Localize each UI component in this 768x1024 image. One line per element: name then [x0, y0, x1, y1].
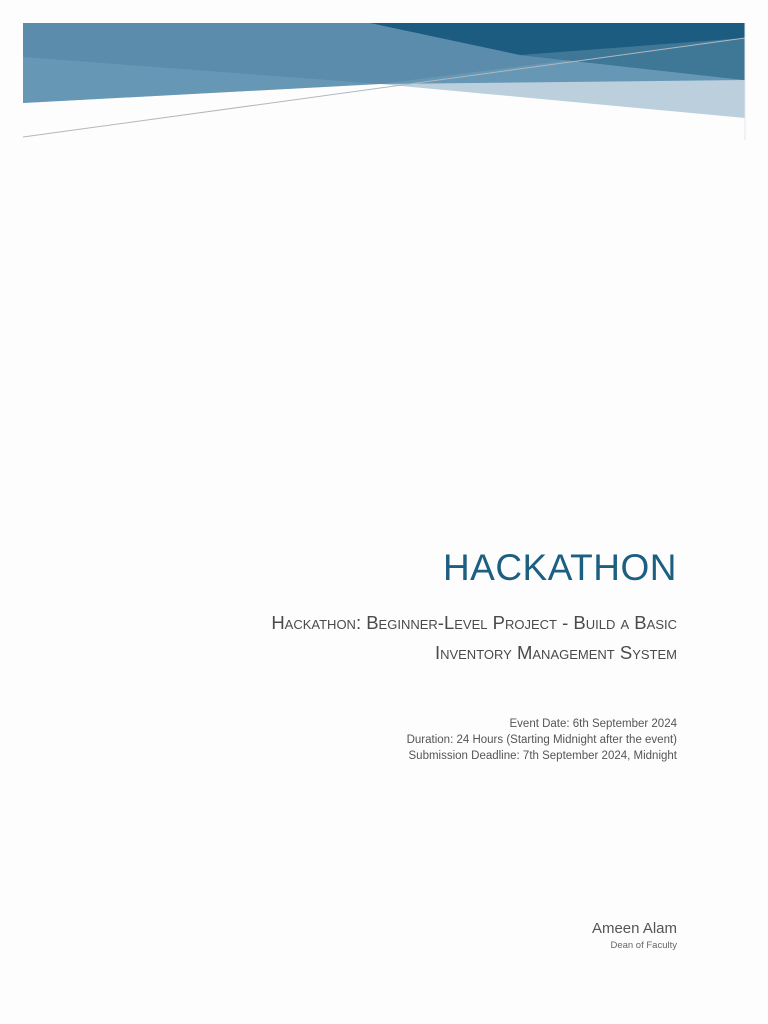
document-subtitle	[117, 608, 677, 668]
subtitle-line-1: Hackathon: Beginner-Level Project - Build a Basic	[271, 612, 677, 633]
submission-deadline: Submission Deadline: 7th September 2024, Midnight	[408, 750, 677, 762]
author-name: Ameen Alam	[591, 920, 677, 937]
event-date: Event Date: 6th September 2024	[509, 718, 677, 730]
event-duration: Duration: 24 Hours (Starting Midnight after the event)	[406, 734, 677, 746]
title-block	[117, 540, 677, 668]
header-banner-graphic	[0, 0, 768, 150]
author-block	[592, 919, 677, 953]
subtitle-line-2: Inventory Management System	[434, 642, 677, 663]
event-details	[407, 716, 677, 764]
author-role: Dean of Faculty	[610, 940, 677, 951]
document-title: HACKATHON	[442, 547, 677, 588]
